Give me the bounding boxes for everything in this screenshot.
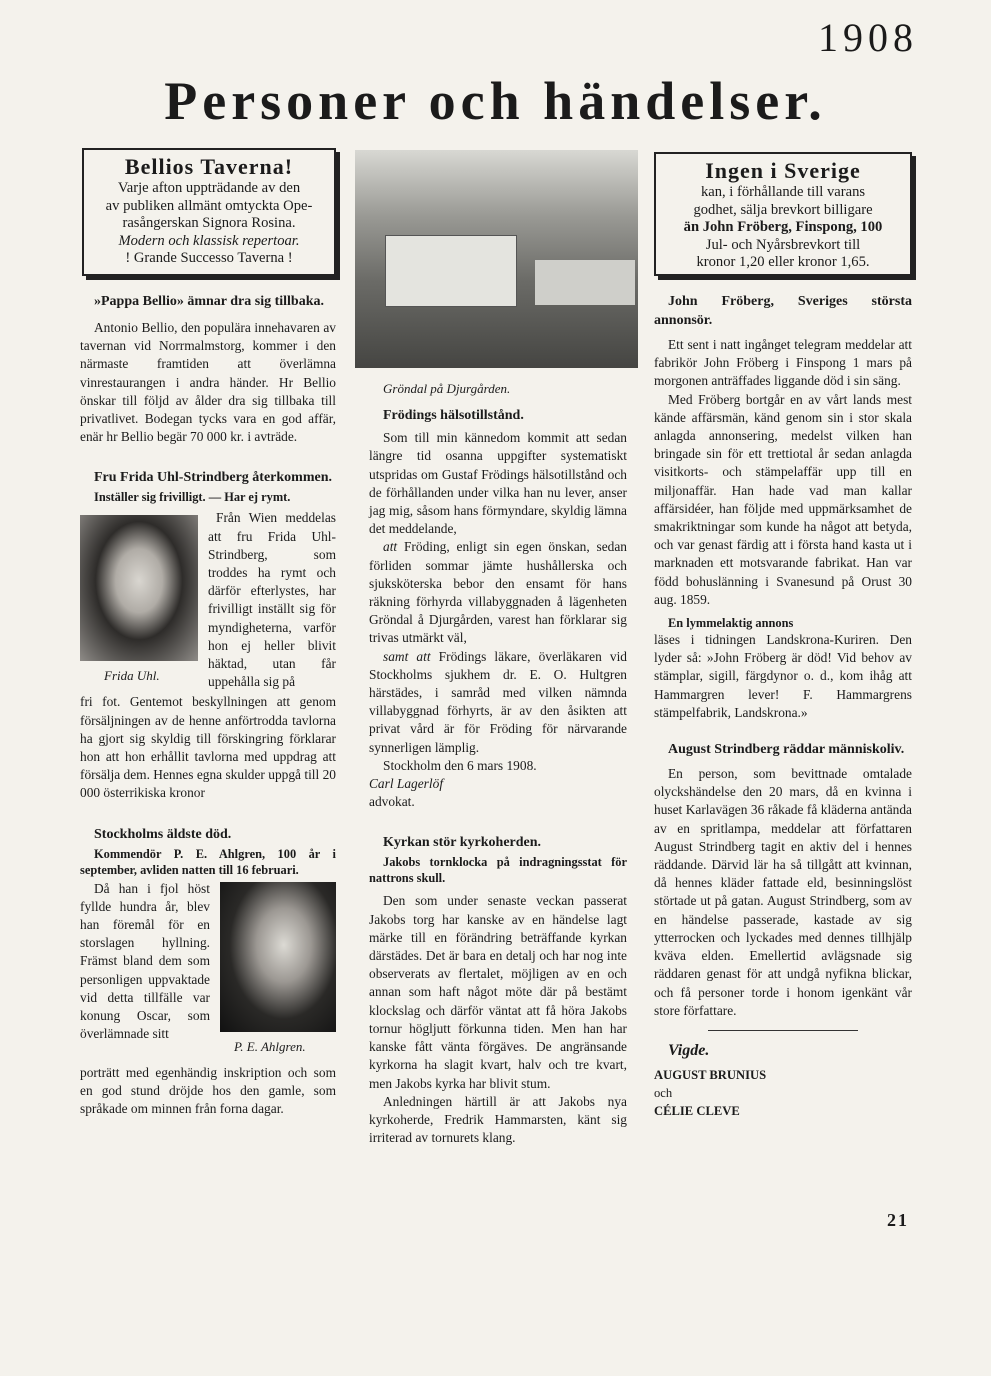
ad-bellio-line: av publiken allmänt omtyckta Ope-	[105, 197, 313, 214]
vigde-name2: CÉLIE CLEVE	[654, 1104, 740, 1119]
ad-froberg-line: Jul- och Nyårsbrevkort till	[705, 236, 861, 253]
ad-bellio	[82, 148, 336, 276]
froberg-p2: Med Fröberg bortgår en av vårt lands mest kände affärsmän, känd genom sin i stor skala anlagda annonsering, medelst vilken han bringade sin för ett trettiotal år sedan anlagda visitkorts- och stämpelaffär upp till en miljonaffär. Han hade vad man kallar affärsidéer, han följde med uppmärksamhet de smakriktningar som kunde ha något att betyda, och var genast färdig att i första hand kasta ut i marknaden ett motsvarande fabrikat. Han var född bohuslänning i Svanesund på Orust 30 aug. 1859.	[654, 391, 912, 607]
ahlgren-caption: P. E. Ahlgren.	[234, 1038, 306, 1054]
ahlgren-photo	[220, 882, 336, 1032]
ad-froberg-line: kronor 1,20 eller kronor 1,65.	[696, 254, 870, 270]
vigde-heading: Vigde.	[668, 1041, 710, 1059]
ad-froberg-line: godhet, sälja brevkort billigare	[693, 201, 873, 218]
froding-p1: Som till min kännedom kommit att sedan längre tid osanna uppgifter systematiskt utspridas om Gustaf Frödings hälsotillstånd och de förhållanden under vilka han nu lever, anser jag mig, såsom hans förmyndare, skyldig lämna det meddelande,	[369, 430, 627, 537]
outbuilding-shape	[535, 260, 635, 305]
frida-block	[80, 509, 336, 699]
kyrkan-p1: Den som under senaste veckan passerat Jakobs torg har kanske av en händelse lagt märke till en förändring beträffande kyrkan därstädes. Det är bara en detalj och har nog inte observerats av flertalet, möjligen av en och annan som haft något möte där på bestämt klockslag och därför väntat att få höra Jakobs tornur högljutt förkunna tiden. Men han har kanske fått vänta förgäves. De angränsande kyrkorna ha slagit kvart, halv och tre kvart, men Jakobs kyrka har blivit stum.	[369, 893, 627, 1091]
froding-p3-text: Frödings läkare, överläkaren vid Stockholms sjukhem dr. E. O. Hultgren härstädes, i samråd med vilken nämnda villabyggnad förhyrts, är av den åsikten att privat vård är för Fröding för närvarande synnerligen lämplig.	[369, 648, 628, 755]
column-left	[80, 292, 336, 1118]
ahlgren-body-beside: Då han i fjol höst fyllde hundra år, blev han föremål för en storslagen hyllning. Främst bland dem som personligen uppvaktade vid detta tillfälle var konung Oscar, som överlämnade sitt	[80, 880, 210, 1042]
ad-froberg	[654, 152, 912, 276]
froding-signature-title: advokat.	[369, 794, 415, 810]
ad-bellio-line: Varje afton uppträdande av den	[117, 180, 301, 196]
froding-signature: Carl Lagerlöf	[369, 776, 444, 792]
page-headline: Personer och händelser.	[164, 71, 827, 131]
froberg-heading: John Fröberg, Sveriges största annonsör.	[654, 294, 912, 328]
kyrkan-subheading: Jakobs tornklocka på indragningsstat för nattrons skull.	[369, 855, 627, 886]
august-heading: August Strindberg räddar människoliv.	[668, 742, 905, 758]
froding-place-date: Stockholm den 6 mars 1908.	[383, 757, 537, 773]
froberg-p3: läses i tidningen Landskrona-Kuriren. Den lyder så: »John Fröberg är död! Vid behov av stämplar, sigill, färgdynor o. d., kom ihåg att Hammargren lever! F. Hammargrens stämpelfabrik, Landskrona.»	[654, 632, 912, 720]
froberg-p1: Ett sent i natt ingånget telegram meddelar att fabrikör John Fröberg i Finspong 1 mars på morgonen anträffades liggande död i sin säng.	[654, 337, 912, 389]
froding-p2	[369, 538, 627, 647]
column-right	[654, 292, 912, 1121]
grondal-caption: Gröndal på Djurgården.	[383, 381, 511, 396]
froding-heading: Frödings hälsotillstånd.	[383, 408, 524, 424]
froding-p3-lead: samt att	[383, 648, 431, 664]
vigde-divider	[708, 1030, 858, 1031]
vigde-and: och	[654, 1086, 673, 1101]
frida-photo	[80, 515, 198, 661]
frida-caption: Frida Uhl.	[104, 668, 160, 684]
vigde-name1: AUGUST BRUNIUS	[654, 1067, 767, 1082]
grondal-photo	[355, 150, 638, 368]
bellio-heading: »Pappa Bellio» ämnar dra sig tillbaka.	[94, 294, 324, 309]
frida-heading: Fru Frida Uhl-Strindberg återkommen.	[94, 470, 332, 486]
ahlgren-body-after: porträtt med egenhändig inskription och som en god stund dröjde hos den gamle, som språkade om minnen från forna dagar.	[80, 1064, 336, 1117]
froding-p3	[369, 648, 627, 757]
frida-body-beside: Från Wien meddelas att fru Frida Uhl-Strindberg, som troddes ha rymt och därför efterlystes, har frivilligt inställt sig för myndigheterna, varför hon ej heller blivit häktad, utan får uppehålla sig på	[208, 510, 336, 690]
frida-body-after: fri fot. Gentemot beskyllningen att genom försäljningen av de henne anförtrodda tavlorna ha gjort sig skyldig till förskingring förklarar hon att hon erhållit tavlorna med uppdrag att försälja dem. Hennes egna skulder uppgå till 20 000 österrikiska kronor	[80, 694, 336, 801]
froberg-subheading: En lymmelaktig annons	[668, 616, 794, 631]
ad-froberg-line: kan, i förhållande till varans	[700, 184, 866, 200]
ad-bellio-line: ! Grande Successo Taverna !	[125, 250, 293, 266]
frida-subheading: Inställer sig frivilligt. — Har ej rymt.	[94, 490, 291, 505]
house-shape	[385, 235, 517, 307]
page-number: 21	[887, 1210, 909, 1230]
froding-p2-lead: att	[383, 539, 398, 555]
column-middle	[369, 380, 627, 1147]
ad-bellio-title: Bellios Taverna!	[124, 154, 294, 179]
ahlgren-heading: Stockholms äldste död.	[94, 826, 232, 842]
bellio-body: Antonio Bellio, den populära innehavaren av tavernan vid Norrmalmstorg, kommer i den närmaste framtiden att överlämna vinrestaurangen i andra händer. Hr Bellio önskar till följd av ålder dra sig tillbaka till privatlivet. Bodegan tycks vara en god affär, enär hr Bellio begär 70 000 kr. i avträde.	[80, 320, 336, 445]
froding-p2-text: Fröding, enligt sin egen önskan, sedan förliden sommar jämte hushållerska och sjuksköterska bebor den ensamt för hans räkning förhyrda villabyggnaden å lägenheten Gröndal å Djurgården, varest han förklarar sig trivas utmärkt väl,	[369, 539, 627, 646]
ad-bellio-line: rasångerskan Signora Rosina.	[122, 215, 296, 231]
ad-froberg-title: Ingen i Sverige	[705, 158, 861, 183]
ad-bellio-line: Modern och klassisk repertoar.	[118, 232, 300, 249]
ad-froberg-line: än John Fröberg, Finspong, 100	[683, 219, 883, 235]
kyrkan-p2: Anledningen härtill är att Jakobs nya kyrkoherde, Fredrik Hammarsten, känt sig irriterad av tornurets klang.	[369, 1093, 627, 1146]
august-p1: En person, som bevittnade omtalade olyckshändelse den 20 mars, då en kvinna i huset Karlavägen 36 råkade få kläderna antända av en spritlampa, meddelar att författaren August Strindberg tagit en aktiv del i hennes räddande. Därvid lär ha så tillgått att kvinnan, då hennes kläder fattade eld, besinningslöst störtade ut på gatan. August Strindberg, som av en händelse passerade, kastade av sig ytterrocken och lyckades med dennes tillhjälp kväva elden. Emellertid avlägsnade sig räddaren genast för att undgå nyfikna blickar, och få personer torde i honom igenkänt vår store författare.	[654, 766, 912, 1018]
ahlgren-block	[80, 880, 336, 1076]
kyrkan-heading: Kyrkan stör kyrkoherden.	[383, 835, 542, 851]
year-label: 1908	[818, 15, 918, 60]
ahlgren-subheading: Kommendör P. E. Ahlgren, 100 år i september, avliden natten till 16 februari.	[80, 846, 336, 877]
